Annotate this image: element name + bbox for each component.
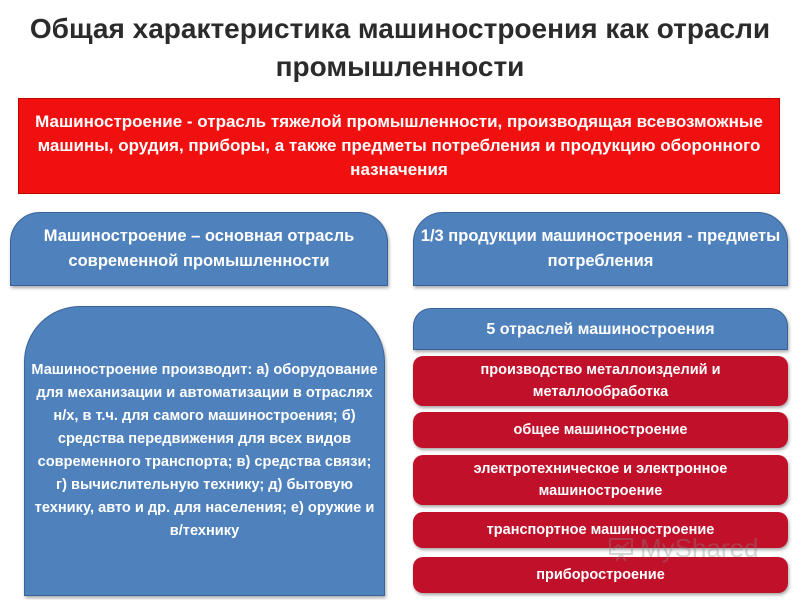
branch-item xyxy=(413,512,788,548)
branch-label: приборостроение xyxy=(536,567,665,583)
branch-item xyxy=(413,557,788,593)
branch-item xyxy=(413,455,788,505)
branch-label: транспортное машиностроение xyxy=(486,522,715,538)
branch-label: производство металлоизделий и металлообработка xyxy=(480,362,721,400)
branches-header xyxy=(413,308,788,350)
main-industry-text: Машиностроение – основная отрасль современной промышленности xyxy=(43,227,355,270)
branch-label: электротехническое и электронное машиностроение xyxy=(473,461,728,499)
produces-text: Машиностроение производит: а) оборудование для механизации и автоматизации в отраслях н/х, в т.ч. для самого машиностроения; б) средства передвижения для всех видов современного транспорта; в) средства связи; г) вычислительную технику; д) бытовую технику, авто и др. для населения; е) оружие и в/технику xyxy=(31,362,378,539)
definition-text: Машиностроение - отрасль тяжелой промышленности, производящая всевозможные машины, орудия, приборы, а также предметы потребления и продукцию оборонного назначения xyxy=(35,112,763,179)
branches-header-text: 5 отраслей машиностроения xyxy=(486,320,715,338)
consumer-goods-box xyxy=(413,212,788,286)
consumer-goods-text: 1/3 продукции машиностроения - предметы потребления xyxy=(420,227,781,270)
definition-box xyxy=(18,98,780,194)
main-industry-box xyxy=(10,212,388,286)
branch-item xyxy=(413,412,788,448)
branch-item xyxy=(413,356,788,406)
watermark-text: MyShared xyxy=(640,533,759,563)
page-title: Общая характеристика машиностроения как отрасли промышленности xyxy=(29,13,771,82)
branch-label: общее машиностроение xyxy=(513,422,688,438)
produces-box xyxy=(24,306,385,596)
